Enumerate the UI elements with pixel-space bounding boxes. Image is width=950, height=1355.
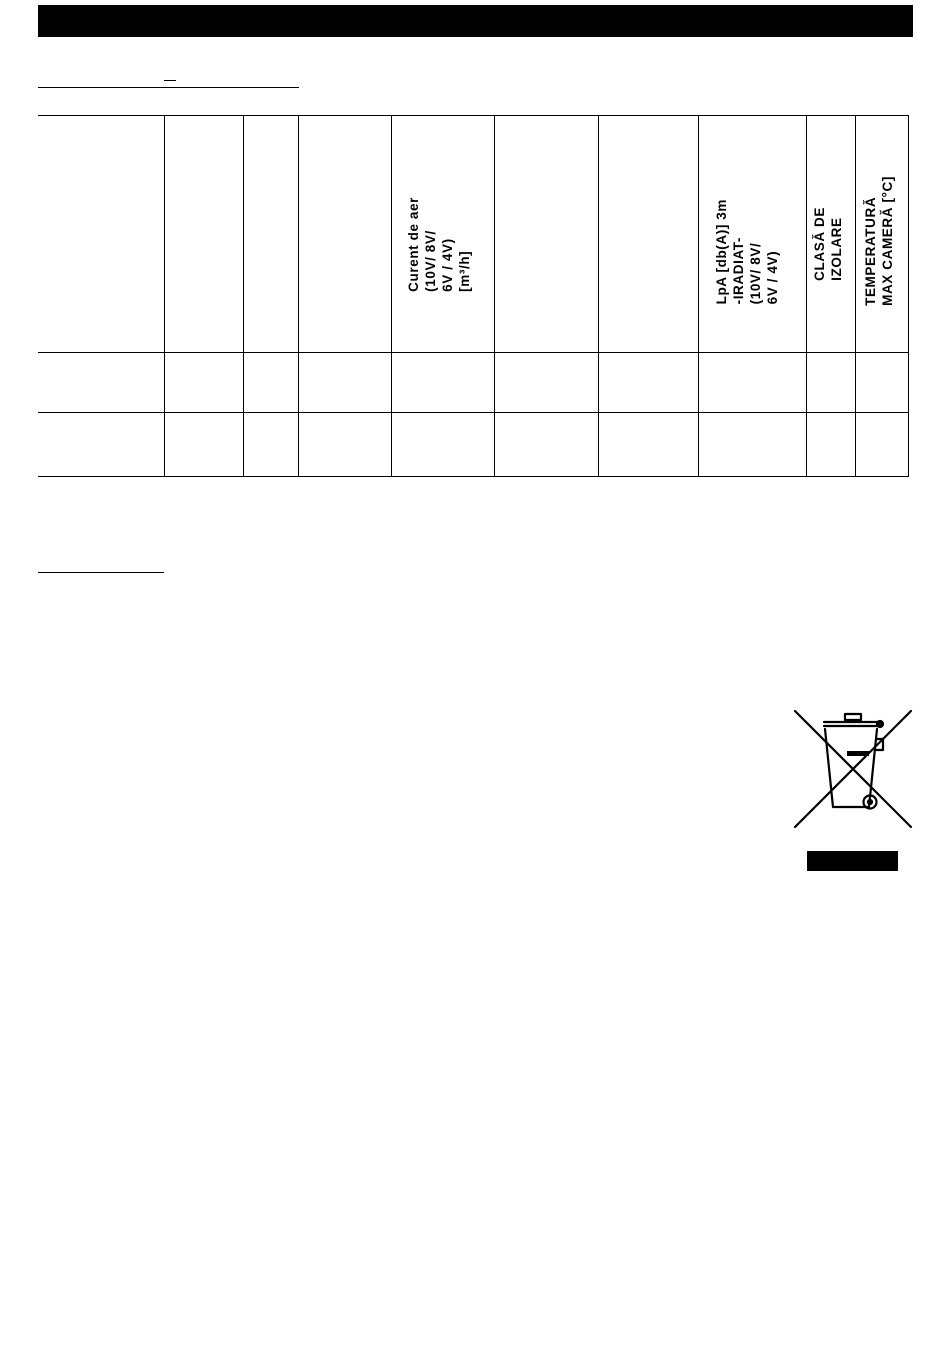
table-column-divider [494,115,495,477]
table-column-divider [298,115,299,477]
header-air-flow: Curent de aer (10V/ 8V/ 6V / 4V) [m³/h] [406,197,472,292]
weee-black-bar [807,851,898,871]
table-column-divider [806,115,807,477]
crossed-out-wheelie-bin-icon [793,709,913,829]
table-column-divider [391,115,392,477]
header-insulation-class: CLASĂ DE IZOLARE [812,207,844,281]
heading-mark [164,80,176,81]
table-column-divider [698,115,699,477]
table-column-divider [164,115,165,477]
header-max-room-temperature: TEMPERATURĂ MAX CAMERĂ [°C] [863,176,895,306]
table-column-divider [243,115,244,477]
section-heading-underline [38,572,164,573]
header-sound-pressure: LpA [db(A)] 3m -IRADIAT- (10V/ 8V/ 6V / 4V) [714,198,780,304]
table-column-divider [855,115,856,477]
table-header-divider [38,352,909,353]
table-row-divider [38,412,909,413]
table-top-border [38,115,909,116]
specifications-table [38,115,909,477]
table-bottom-border [38,476,909,477]
section-heading-underline [38,87,299,88]
header-bar [38,5,913,37]
table-column-divider [598,115,599,477]
table-right-border [908,115,909,477]
